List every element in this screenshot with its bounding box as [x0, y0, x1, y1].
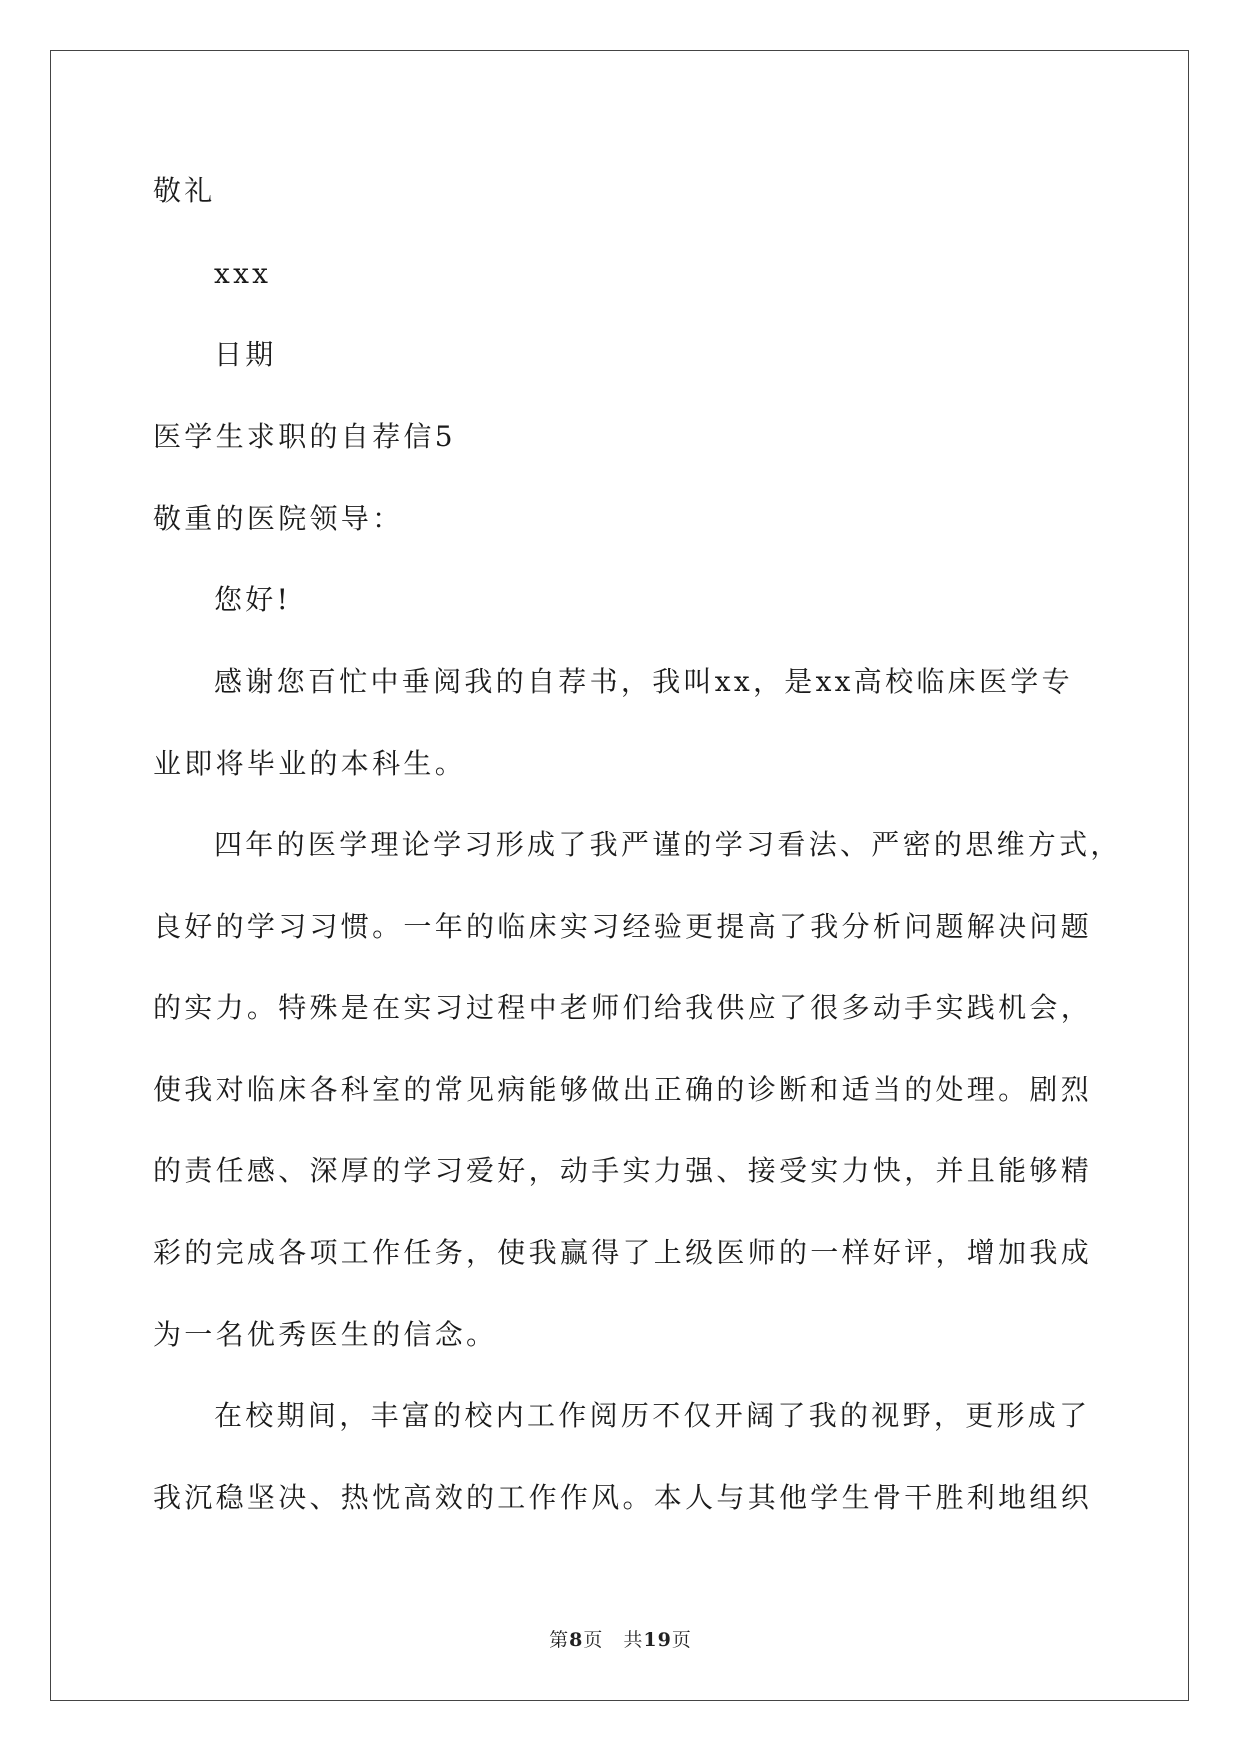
- paragraph-line: 为一名优秀医生的信念。: [153, 1318, 498, 1351]
- footer-total-pages: 19: [643, 1629, 672, 1651]
- signature-name: xxx: [214, 257, 272, 290]
- footer-suffix: 页: [671, 1629, 692, 1651]
- paragraph-line: 良好的学习习惯。一年的临床实习经验更提高了我分析问题解决问题: [153, 910, 1093, 943]
- paragraph-line: 在校期间，丰富的校内工作阅历不仅开阔了我的视野，更形成了: [214, 1399, 1091, 1432]
- paragraph-line: 的责任感、深厚的学习爱好，动手实力强、接受实力快，并且能够精: [153, 1154, 1093, 1187]
- paragraph-line: 使我对临床各科室的常见病能够做出正确的诊断和适当的处理。剧烈: [153, 1073, 1093, 1106]
- footer-prefix: 第: [549, 1629, 570, 1651]
- paragraph-line: 四年的医学理论学习形成了我严谨的学习看法、严密的思维方式，: [214, 828, 1122, 861]
- page-border: [50, 50, 1189, 1701]
- paragraph-line: 感谢您百忙中垂阅我的自荐书，我叫xx，是xx高校临床医学专: [214, 665, 1073, 698]
- greeting-recipient: 敬重的医院领导：: [153, 502, 404, 535]
- paragraph-line: 我沉稳坚决、热忱高效的工作作风。本人与其他学生骨干胜利地组织: [153, 1481, 1093, 1514]
- section-title: 医学生求职的自荐信5: [153, 420, 456, 453]
- closing-salutation: 敬礼: [153, 174, 216, 207]
- greeting: 您好!: [214, 583, 292, 616]
- footer-current-page: 8: [569, 1629, 584, 1651]
- paragraph-line: 彩的完成各项工作任务，使我赢得了上级医师的一样好评，增加我成: [153, 1236, 1093, 1269]
- signature-date: 日期: [214, 338, 277, 371]
- page-footer: [0, 1628, 1241, 1652]
- footer-middle: 页 共: [583, 1629, 644, 1651]
- paragraph-line: 业即将毕业的本科生。: [153, 747, 467, 780]
- paragraph-line: 的实力。特殊是在实习过程中老师们给我供应了很多动手实践机会，: [153, 991, 1093, 1024]
